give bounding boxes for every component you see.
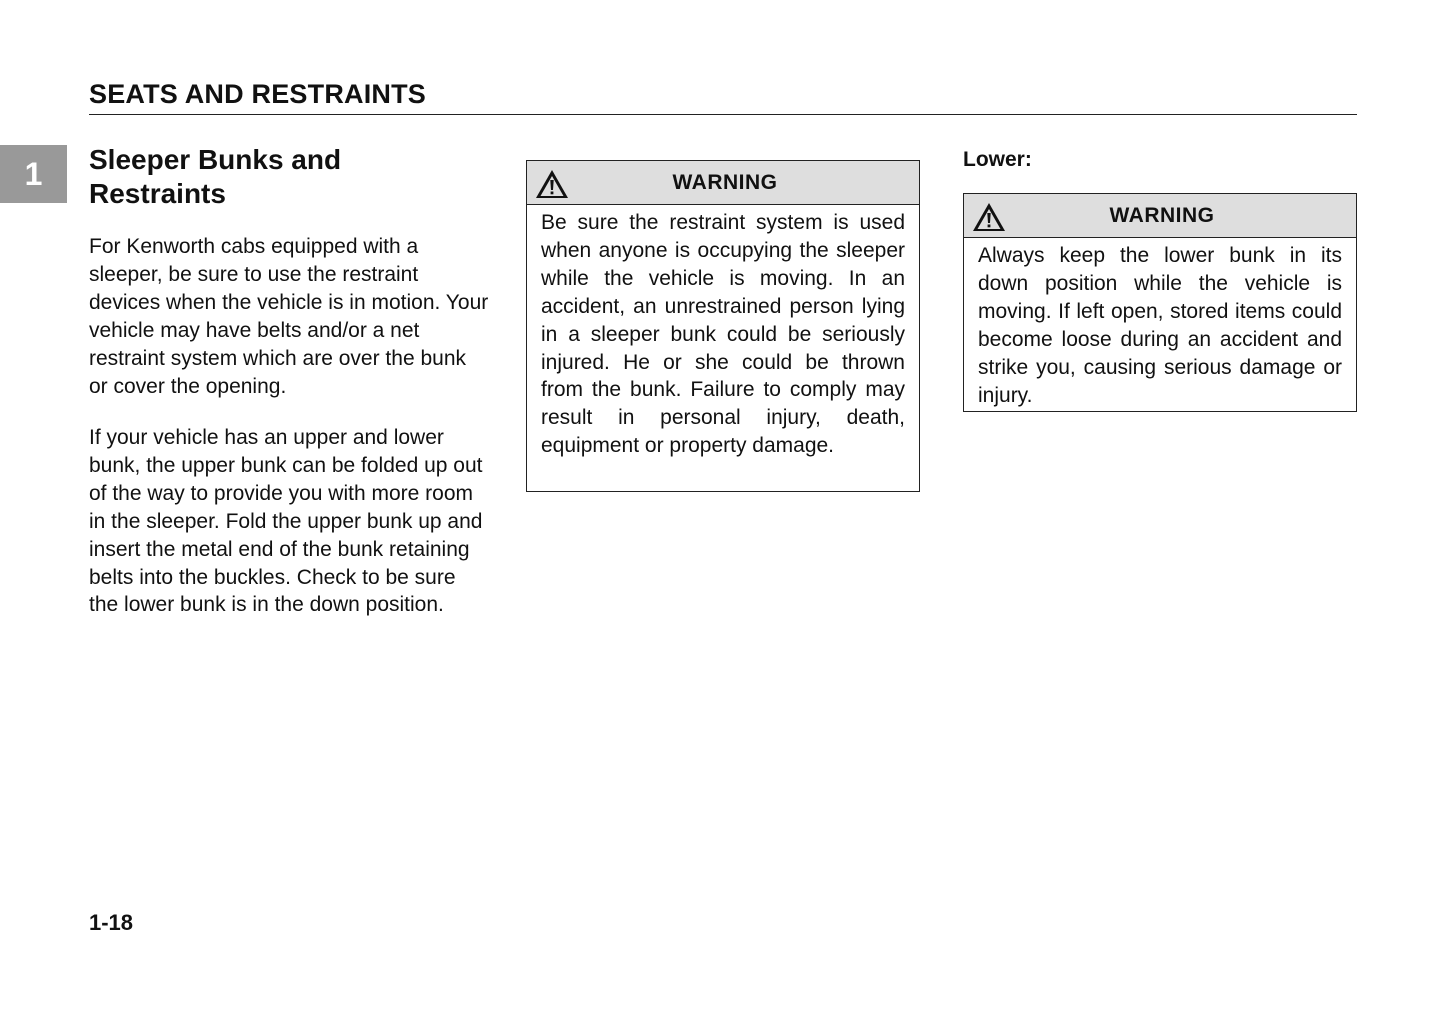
warning-header <box>964 194 1356 238</box>
chapter-number: 1 <box>24 155 43 192</box>
warning-header <box>527 161 919 205</box>
warning-box-restraint <box>526 160 920 492</box>
lower-bunk-label: Lower: <box>963 148 1032 171</box>
page-number: 1-18 <box>89 910 134 935</box>
warning-title: WARNING <box>1109 203 1215 227</box>
warning-text: Be sure the restraint system is used when anyone is occupying the sleeper while the vehicle is moving. In an accident, an unrestrained person lying in a sleeper bunk could be seriously injured. He or she could be thrown from the bunk. Failure to comply may result in personal injury, death, equipment or property damage. <box>541 211 905 458</box>
body-paragraph: If your vehicle has an upper and lower bunk, the upper bunk can be folded up out of the way to provide you with more room in the sleeper. Fold the upper bunk up and insert the metal end of the bunk retaining belts into the buckles. Check to be sure the lower bunk is in the down position. <box>89 426 483 617</box>
chapter-tab <box>0 145 67 203</box>
page-header-title: SEATS AND RESTRAINTS <box>89 79 427 109</box>
warning-title: WARNING <box>672 170 778 194</box>
body-paragraph: For Kenworth cabs equipped with a sleeper, be sure to use the restraint devices when the vehicle is in motion. Your vehicle may have belts and/or a net restraint system which are over the bunk or cover the opening. <box>89 235 489 398</box>
section-heading: Sleeper Bunks and Restraints <box>89 144 342 209</box>
warning-text: Always keep the lower bunk in its down position while the vehicle is moving. If left open, stored items could become loose during an accident and strike you, causing serious damage or injury. <box>978 244 1342 407</box>
warning-triangle-icon <box>535 169 569 199</box>
warning-triangle-icon <box>972 202 1006 232</box>
warning-box-lower-bunk <box>963 193 1357 412</box>
header-divider <box>89 114 1357 115</box>
